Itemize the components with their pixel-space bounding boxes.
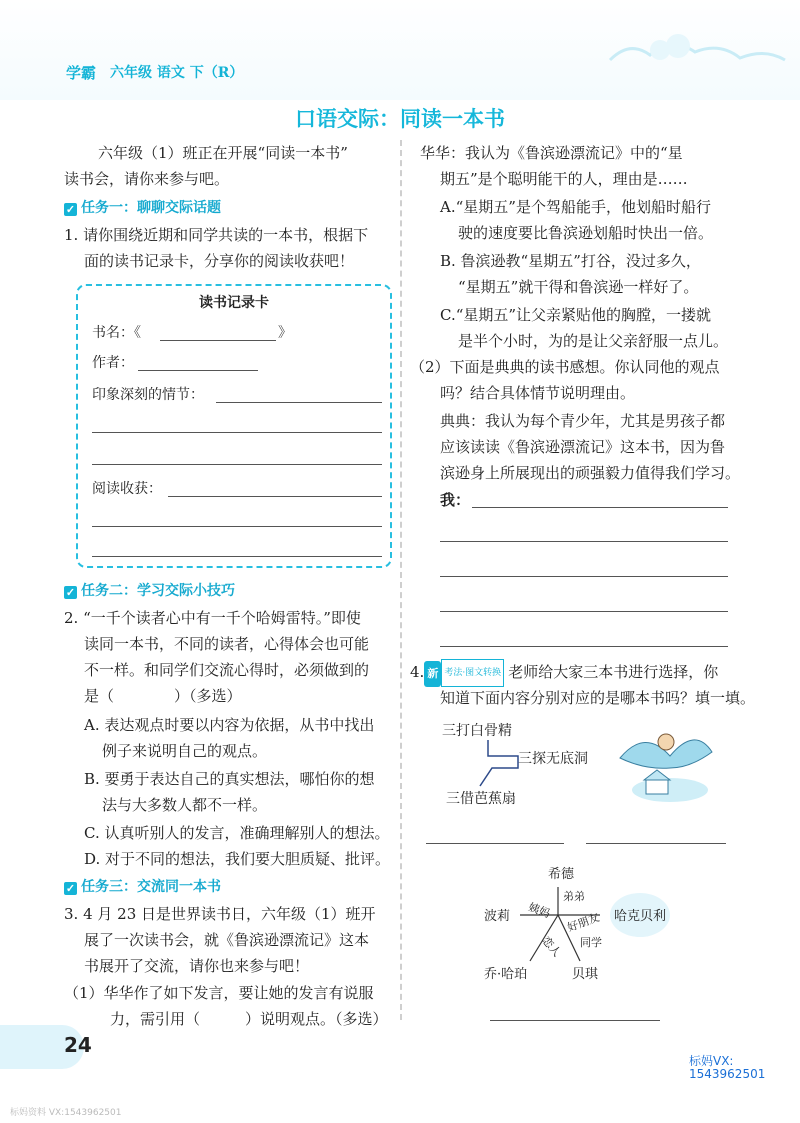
page-title: 口语交际：同读一本书 bbox=[295, 106, 505, 131]
diagram1-item-2: 三探无底洞 bbox=[518, 751, 588, 767]
checkbox-icon: ✓ bbox=[65, 586, 76, 599]
diandian-line-2: 应该读读《鲁滨逊漂流记》这本书，因为鲁 bbox=[440, 438, 726, 456]
plot-blank-2[interactable] bbox=[92, 432, 382, 433]
huahua-line-2: 期五”是个聪明能干的人，理由是…… bbox=[440, 170, 688, 188]
watermark bbox=[689, 1055, 765, 1081]
task3-heading bbox=[64, 876, 221, 896]
q3-line-1: 3. 4 月 23 日是世界读书日，六年级（1）班开 bbox=[64, 905, 376, 923]
sub2-line-2: 吗？结合具体情节说明理由。 bbox=[440, 384, 636, 402]
q2-option-d: D. 对于不同的想法，我们要大胆质疑、批评。 bbox=[84, 850, 391, 868]
intro-line-2: 读书会，请你来参与吧。 bbox=[64, 170, 230, 188]
option-b1: B. 鲁滨逊教“星期五”打谷，没过多久， bbox=[440, 252, 701, 270]
cloud-decoration bbox=[600, 30, 790, 70]
task3-label: 任务三：交流同一本书 bbox=[81, 879, 221, 895]
card-title: 读书记录卡 bbox=[199, 295, 269, 311]
watermark-line-1: 标妈VX: bbox=[689, 1054, 734, 1068]
checkbox-icon: ✓ bbox=[65, 203, 76, 216]
node-hakebeili: 哈克贝利 bbox=[614, 909, 667, 924]
edge-lianren: 恋人 bbox=[539, 934, 564, 960]
footer-text: 标妈资料 VX:1543962501 bbox=[10, 1108, 122, 1118]
plot-blank-1[interactable] bbox=[216, 402, 382, 403]
edge-haopengyou: 好朋友 bbox=[565, 910, 602, 935]
option-c2: 是半个小时，为的是让父亲舒服一点儿。 bbox=[458, 332, 729, 350]
diagram1-answer-1[interactable] bbox=[426, 843, 564, 844]
option-c1: C.“星期五”让父亲紧贴他的胸膛，一搂就 bbox=[440, 306, 712, 324]
diagram1-answer-2[interactable] bbox=[586, 843, 726, 844]
q3-line-3: 书展开了交流，请你也来参与吧！ bbox=[84, 957, 310, 975]
diagram1-connector bbox=[470, 738, 530, 790]
diagram2-answer[interactable] bbox=[490, 1020, 660, 1021]
q2-option-a2: 例子来说明自己的观点。 bbox=[102, 742, 268, 760]
option-b2: “星期五”就干得和鲁滨逊一样好了。 bbox=[458, 278, 699, 296]
sub1-line-1: （1）华华作了如下发言，要让她的发言有说服 bbox=[64, 984, 374, 1002]
edge-tongxue: 同学 bbox=[580, 936, 602, 949]
watermark-line-2: 1543962501 bbox=[689, 1067, 766, 1081]
q4-text-1: 老师给大家三本书进行选择，你 bbox=[508, 663, 719, 681]
gain-blank-2[interactable] bbox=[92, 526, 382, 527]
column-divider bbox=[400, 140, 402, 1020]
plot-blank-3[interactable] bbox=[92, 464, 382, 465]
diagram1-item-3: 三借芭蕉扇 bbox=[446, 791, 516, 807]
sub2-line-1: （2）下面是典典的读书感想。你认同他的观点 bbox=[410, 358, 720, 376]
q3-line-2: 展了一次读书会，就《鲁滨逊漂流记》这本 bbox=[84, 931, 370, 949]
task2-label: 任务二：学习交际小技巧 bbox=[81, 583, 235, 599]
q1-line-1: 1. 请你围绕近期和同学共读的一本书，根据下 bbox=[64, 226, 369, 244]
option-a2: 驶的速度要比鲁滨逊划船时快出一倍。 bbox=[458, 224, 714, 242]
new-tag: 新 bbox=[424, 661, 441, 687]
task1-heading bbox=[64, 197, 221, 217]
card-plot-label: 印象深刻的情节： bbox=[92, 387, 204, 403]
q1-line-2: 面的读书记录卡，分享你的阅读收获吧！ bbox=[84, 252, 355, 270]
q2-option-b2: 法与大多数人都不一样。 bbox=[102, 796, 268, 814]
book-blank[interactable] bbox=[160, 340, 276, 341]
answer-blank-1[interactable] bbox=[472, 507, 728, 508]
q2-line-2: 读同一本书，不同的读者，心得体会也可能 bbox=[84, 635, 370, 653]
q2-option-a1: A. 表达观点时要以内容为依据，从书中找出 bbox=[84, 716, 375, 734]
intro-line-1: 六年级（1）班正在开展“同读一本书” bbox=[98, 144, 348, 162]
reading-record-card bbox=[76, 284, 392, 568]
monkey-bird-illustration bbox=[600, 718, 720, 808]
node-xide: 希德 bbox=[548, 867, 575, 882]
huahua-line-1: 华华：我认为《鲁滨逊漂流记》中的“星 bbox=[420, 144, 683, 162]
q4-line-2: 知道下面内容分别对应的是哪本书吗？填一填。 bbox=[440, 689, 756, 707]
node-boli: 波莉 bbox=[484, 909, 511, 924]
node-qiao-haper: 乔·哈珀 bbox=[484, 967, 528, 982]
q2-line-1: 2. “一千个读者心中有一千个哈姆雷特。”即使 bbox=[64, 609, 361, 627]
edge-yima: 姨妈 bbox=[526, 900, 552, 921]
diandian-line-1: 典典：我认为每个青少年，尤其是男孩子都 bbox=[440, 412, 726, 430]
diagram1-item-1: 三打白骨精 bbox=[442, 723, 512, 739]
q2-option-b1: B. 要勇于表达自己的真实想法，哪怕你的想 bbox=[84, 770, 375, 788]
author-blank[interactable] bbox=[138, 370, 258, 371]
checkbox-icon: ✓ bbox=[65, 882, 76, 895]
q4-line-1 bbox=[410, 659, 718, 687]
answer-blank-3[interactable] bbox=[440, 576, 728, 577]
q4-number: 4. bbox=[410, 663, 425, 681]
brand-logo: 学霸 bbox=[66, 64, 97, 82]
card-gain-label: 阅读收获： bbox=[92, 481, 162, 497]
grade-subject: 六年级 语文 下（R） bbox=[110, 65, 244, 81]
q2-option-c: C. 认真听别人的发言，准确理解别人的想法。 bbox=[84, 824, 390, 842]
option-a1: A.“星期五”是个驾船能手，他划船时船行 bbox=[440, 198, 711, 216]
q2-line-4: 是（ ）（多选） bbox=[84, 687, 242, 705]
gain-blank-1[interactable] bbox=[168, 496, 382, 497]
card-book-label: 书名：《 bbox=[92, 325, 141, 341]
gain-blank-3[interactable] bbox=[92, 556, 382, 557]
page-number: 24 bbox=[64, 1033, 92, 1057]
card-author-label: 作者： bbox=[92, 355, 134, 371]
card-book-close: 》 bbox=[278, 325, 292, 341]
node-beiqi: 贝琪 bbox=[572, 967, 599, 982]
edge-didi: 弟弟 bbox=[563, 890, 585, 903]
answer-blank-4[interactable] bbox=[440, 611, 728, 612]
diandian-line-3: 滨逊身上所展现出的顽强毅力值得我们学习。 bbox=[440, 464, 741, 482]
me-label: 我： bbox=[440, 491, 471, 509]
answer-blank-2[interactable] bbox=[440, 541, 728, 542]
method-tag: 考法·图文转换 bbox=[441, 659, 504, 687]
sub1-line-2: 力，需引用（ ）说明观点。（多选） bbox=[110, 1010, 388, 1028]
answer-blank-5[interactable] bbox=[440, 646, 728, 647]
task1-label: 任务一：聊聊交际话题 bbox=[81, 200, 221, 216]
task2-heading bbox=[64, 580, 235, 600]
q2-line-3: 不一样。和同学们交流心得时，必须做到的 bbox=[84, 661, 370, 679]
